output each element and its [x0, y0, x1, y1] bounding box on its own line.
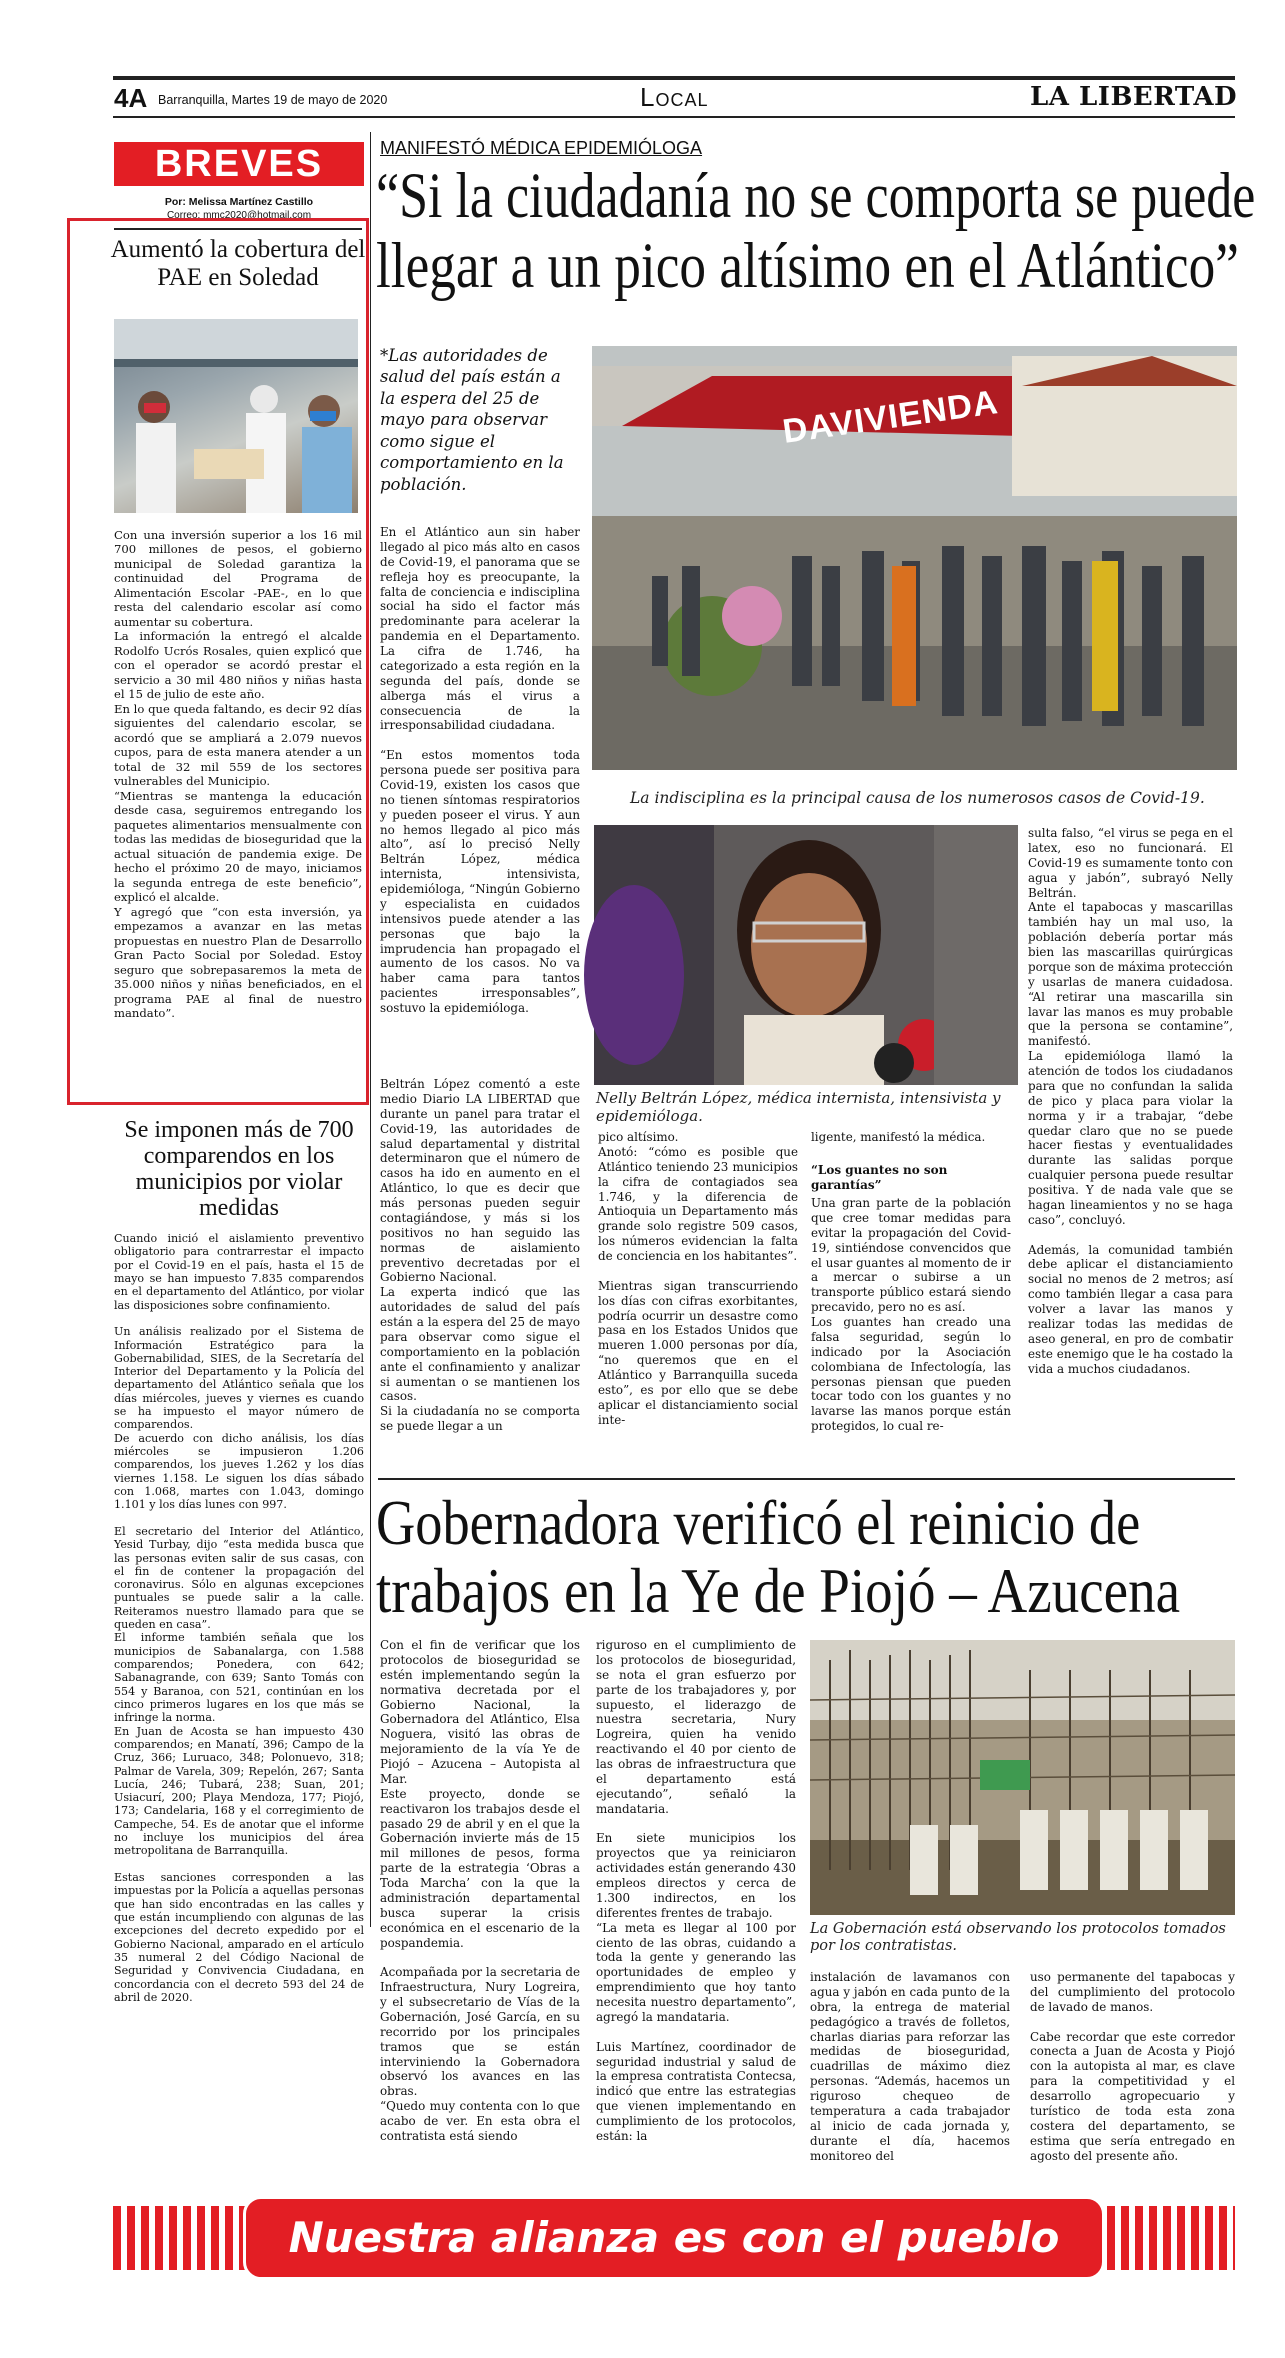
second-photo-caption: La Gobernación está observando los protocolos tomados por los contratistas.: [810, 1921, 1226, 1955]
pae-title: Aumentó la cobertura del PAE en Soledad: [110, 236, 366, 291]
lead-col1-top: En el Atlántico aun sin haber llegado al pico más alto en casos de Covid-19, el panorama que se refleja hoy es preocupante, la falta de conciencia e indisciplina social ha sido el factor más predominante para acelerar la pandemia en el Departamento. La cifra de 1.746, ha categorizado a esta región en la segunda del país, donde se alberga más el virus a consecuencia de la irresponsabilidad ciudadana. “En estos momentos toda persona puede ser positiva para Covid-19, existen los casos que no tienen síntomas respiratorios y pueden poseer el virus. Y aun no hemos llegado al pico más alto”, así lo precisó Nelly Beltrán López, médica internista, intensivista, epidemióloga, “Ningún Gobierno y especialista en cuidados intensivos puede atender a las personas que bajo la imprudencia han propagado el aumento de los casos. No va haber cama para tantos pacientes irresponsables”, sostuvo la epidemióloga.: [380, 525, 580, 1015]
second-headline-line2: trabajos en la Ye de Piojó – Azucena: [376, 1555, 1181, 1626]
comparendos-body-box: [114, 1232, 364, 2004]
lead-photo-crowd: [592, 346, 1237, 770]
lead-col1-bottom: Beltrán López comentó a este medio Diario LA LIBERTAD que durante un panel para tratar el Covid-19, las autoridades de salud departamental y distrital determinaron que el número de casos ha ido en aumento en el Atlántico, lo que es decir que más personas pueden seguir contagiándose, y más si los positivos no han seguido las normas de aislamiento preventivo decretadas por el Gobierno Nacional. La experta indicó que las autoridades de salud del país están a la espera del 25 de mayo para observar como sigue el comportamiento en la población ante el confinamiento y analizar si aumentan o se mantienen los casos. Si la ciudadanía no se comporta se puede llegar a un: [380, 1077, 580, 1434]
lead-photo-crowd-caption: La indisciplina es la principal causa de los numerosos casos de Covid-19.: [630, 789, 1205, 807]
section-name: Local: [640, 82, 709, 112]
second-photo: [810, 1640, 1235, 1915]
second-col4: uso permanente del tapabocas y del cumplimiento del protocolo de lavado de manos. Cabe recordar que este corredor conecta a Juan de Acosta y Piojó con la autopista al mar, es clave para la competitividad y el desarrollo agropecuario y turístico de toda esta zona costera del departamento, se estima que sería entregado en agosto del presente año.: [1030, 1970, 1235, 2163]
top-rule: [113, 76, 1235, 80]
header-rule: [113, 116, 1235, 118]
story-divider: [378, 1478, 1235, 1480]
pae-body: Con una inversión superior a los 16 mil 700 millones de pesos, el gobierno municipal de Soledad garantiza la continuidad del Programa de Alimentación Escolar -PAE-, en lo que resta del calendario escolar así como aumentar su cobertura. La información la entregó el alcalde Rodolfo Ucrós Rosales, quien explicó que con el operador se acordó prestar el servicio a 30 mil 480 niños y niñas hasta el 15 de julio de este año. En lo que queda faltando, es decir 92 días siguientes del calendario escolar, se acordó que se ampliará a 2.079 nuevos cupos, para de esta manera atender a un total de 32 mil 559 de los sectores vulnerables del Municipio. “Mientras se mantenga la educación desde casa, seguiremos entregando los paquetes alimentarios mensualmente con todas las medidas de bioseguridad que la actual situación de pandemia exige. De hecho el próximo 20 de mayo, iniciamos la segunda entrega de este beneficio”, explicó el alcalde. Y agregó que “con esta inversión, ya empezamos a avanzar en las metas propuestas en nuestro Plan de Desarrollo Gran Pacto Social por Soledad. Estoy seguro que sobrepasaremos la meta de 35.000 niños y niñas beneficiados, en el programa PAE al final de nuestro mandato”.: [114, 528, 362, 1020]
construction-illustration: [810, 1640, 1235, 1915]
lead-photo-doctor-caption: Nelly Beltrán López, médica internista, intensivista y epidemióloga.: [596, 1089, 1001, 1125]
pae-photo: [114, 319, 358, 513]
lead-col3-body: Una gran parte de la población que cree tomar medidas para evitar la propagación del Covid-19, sintiéndose convencidos que el usar guantes al momento de ir a mercar o subirse a un transporte público estará siendo precavido, pero no es así. Los guantes han creado una falsa seguridad, según lo indicado por la Asociación colombiana de Infectología, las personas piensan que pueden tocar todo con los guantes y no lavarse las manos porque están protegidos, lo cual re-: [811, 1196, 1011, 1434]
doctor-illustration: [594, 825, 1018, 1085]
second-col2: riguroso en el cumplimiento de los protocolos de bioseguridad, se nota el gran esfuerzo por parte de los trabajadores y, por supuesto, el liderazgo de nuestra secretaria, Nury Logreira, quien ha venido reactivando el 40 por ciento de las obras de infraestructura que el departamento está ejecutando”, señaló la mandataria. En siete municipios los proyectos que ya reiniciaron actividades están generando 430 empleos directos y cerca de 1.300 indirectos, en los diferentes frentes de trabajo. “La meta es llegar al 100 por ciento de las obras, cuidando a toda la gente y generando las oportunidades de empleo y emprendimiento que hoy tanto necesita nuestro departamento”, agregó la mandataria. Luis Martínez, coordinador de seguridad industrial y salud de la empresa contratista Contecsa, indicó que entre las estrategias que vienen implementando en cumplimiento de los protocolos, están: la: [596, 1638, 796, 2143]
lead-col4: sulta falso, “el virus se pega en el latex, eso no funcionará. El Covid-19 es sumamente tonto con agua y jabón”, subrayó Nelly Beltrán. Ante el tapabocas y mascarillas también hay un mal uso, la población debería portar más bien las mascarillas quirúrgicas porque son de máxima protección y usarlas de manera cuidadosa. “Al retirar una mascarilla sin lavar las manos es muy probable que la persona se contamine”, manifestó. La epidemióloga llamó la atención de todos los ciudadanos para que no confundan la salida de pico y placa para violar la norma y ir a trabajar, “debe quedar claro que no se puede hacer fiestas y eventualidades durante las salidas porque cualquier persona puede resultar positiva. Y de nada vale que se hagan lineamientos y no se haga caso”, concluyó. Además, la comunidad también debe aplicar el distanciamiento social no menos de 2 metros; así como también llegar a casa para volver a lavar las manos y realizar todas las medidas de aseo general, en pro de combatir este enemigo que le ha costado la vida a muchos ciudadanos.: [1028, 826, 1233, 1376]
second-col1: Con el fin de verificar que los protocolos de bioseguridad se estén implementando según la normativa decretada por el Gobierno Nacional, la Gobernadora del Atlántico, Elsa Noguera, visitó las obras de mejoramiento de la vía Ye de Piojó – Azucena – Autopista al Mar. Este proyecto, donde se reactivaron los trabajos desde el pasado 29 de abril y en el que la Gobernación invierte más de 15 mil millones de pesos, forma parte de la estrategia ‘Obras a Toda Marcha’ con la que la administración departamental busca superar la crisis económica en el escenario de la pospandemia. Acompañada por la secretaria de Infraestructura, Nury Logreira, y el subsecretario de Vías de la Gobernación, José García, en su recorrido por los principales tramos que se están interviniendo la Gobernadora observó los avances en las obras. “Quedo muy contenta con lo que acabo de ver. En esta obra el contratista está siendo: [380, 1638, 580, 2143]
lead-headline-line1: “Si la ciudadanía no se comporta se puede: [376, 160, 1256, 232]
second-headline-line1: Gobernadora verificó el reinicio de: [376, 1487, 1141, 1558]
masthead: LA LIBERTAD: [1030, 82, 1238, 112]
footer-slogan: Nuestra alianza es con el pueblo: [288, 2213, 1060, 2262]
lead-photo-doctor: [594, 825, 1018, 1085]
bank-sign: DAVIVIENDA: [780, 383, 1001, 451]
footer-banner: [113, 2196, 1235, 2280]
breves-byline: Por: Melissa Martínez Castillo: [164, 196, 314, 208]
pae-title-rule: [114, 228, 362, 230]
breves-email: Correo: mmc2020@hotmail.com: [166, 210, 312, 221]
lead-summary: *Las autoridades de salud del país están a la espera del 25 de mayo para observar como sigue el comportamiento en la población.: [380, 346, 564, 494]
pae-photo-illustration: [114, 319, 358, 513]
lead-headline-line2: llegar a un pico altísimo en el Atlántico”: [376, 230, 1239, 302]
page-number: 4A: [114, 83, 148, 113]
breves-banner: [114, 142, 364, 186]
comparendos-body: Cuando inició el aislamiento preventivo obligatorio para contrarrestar el impacto por el Covid-19 en el país, hasta el 15 de mayo se han impuesto 7.835 comparendos en el departamento del Atlántico, por violar las disposiciones sobre confinamiento. Un análisis realizado por el Sistema de Información Estratégico para la Gobernabilidad, SIES, de la Secretaría del Interior del Departamento y la Policía del departamento del Atlántico señala que los días miércoles, jueves y viernes es cuando se ha impuesto el mayor número de comparendos. De acuerdo con dicho análisis, los días miércoles se impusieron 1.206 comparendos, los jueves 1.262 y los días viernes 1.158. Le siguen los días sábado con 1.068, martes con 1.043, domingo 1.101 y los días lunes con 997. El secretario del Interior del Atlántico, Yesid Turbay, dijo “esta medida busca que las personas eviten salir de sus casas, con el fin de contener la propagación del coronavirus. Sólo en algunas excepciones puntuales se puede salir a la calle. Reiteramos nuestro llamado para que se queden en casa”. El informe también señala que los municipios de Sabanalarga, con 1.588 comparendos; Ponedera, con 642; Sabanagrande, con 639; Santo Tomás con 554 y Baranoa, con 521, continúan en los cinco primeros lugares en los que más se infringe la norma. En Juan de Acosta se han impuesto 430 comparendos; en Manatí, 396; Campo de la Cruz, 366; Luruaco, 348; Polonuevo, 318; Palmar de Varela, 309; Repelón, 267; Santa Lucía, 246; Tubará, 238; Suan, 201; Usiacurí, 200; Playa Mendoza, 177; Piojó, 173; Candelaria, 168 y el corregimiento de Campeche, 54. Es de anotar que el informe no incluye los municipios del área metropolitana de Barranquilla. Estas sanciones corresponden a las impuestas por la Policía a aquellas personas que han sido encontradas en las calles y que están incumpliendo con algunas de las excepciones del decreto expedido por el Gobierno Nacional, amparado en el artículo 35 numeral 2 del Código Nacional de Seguridad y Convivencia Ciudadana, en concordancia con el decreto 593 del 24 de abril de 2020.: [114, 1232, 364, 2004]
column-separator: [370, 132, 371, 1927]
lead-col3-subhead: “Los guantes no son garantías”: [811, 1163, 948, 1192]
pae-body-box: [114, 528, 362, 1088]
lead-kicker: MANIFESTÓ MÉDICA EPIDEMIÓLOGA: [380, 138, 703, 158]
lead-col3-top: ligente, manifestó la médica.: [811, 1130, 986, 1144]
lead-col2-bottom: pico altísimo. Anotó: “cómo es posible que Atlántico teniendo 23 municipios la cifra de contagiados sea 1.746, y la diferencia de Antioquia un Departamento más grande solo registre 509 casos, los números evidencian la falta de conciencia en los habitantes”. Mientras sigan transcurriendo los días con cifras exorbitantes, podría ocurrir un desastre como pasa en los Estados Unidos que mueren 1.000 personas por día, “no queremos que en el Atlántico y Barranquilla suceda esto”, es por ello que se debe aplicar el distanciamiento social inte-: [598, 1130, 798, 1427]
second-col3: instalación de lavamanos con agua y jabón en cada punto de la obra, la entrega de material pedagógico a través de folletos, charlas diarias para reforzar las medidas de bioseguridad, cuadrillas de máximo diez personas. “Además, hacemos un riguroso chequeo de temperatura a cada trabajador al inicio de cada jornada y, durante el día, hacemos monitoreo del: [810, 1970, 1010, 2163]
dateline: Barranquilla, Martes 19 de mayo de 2020: [158, 93, 388, 107]
comparendos-title: Se imponen más de 700 comparendos en los municipios por violar medidas: [124, 1117, 354, 1221]
breves-title: BREVES: [154, 143, 324, 185]
